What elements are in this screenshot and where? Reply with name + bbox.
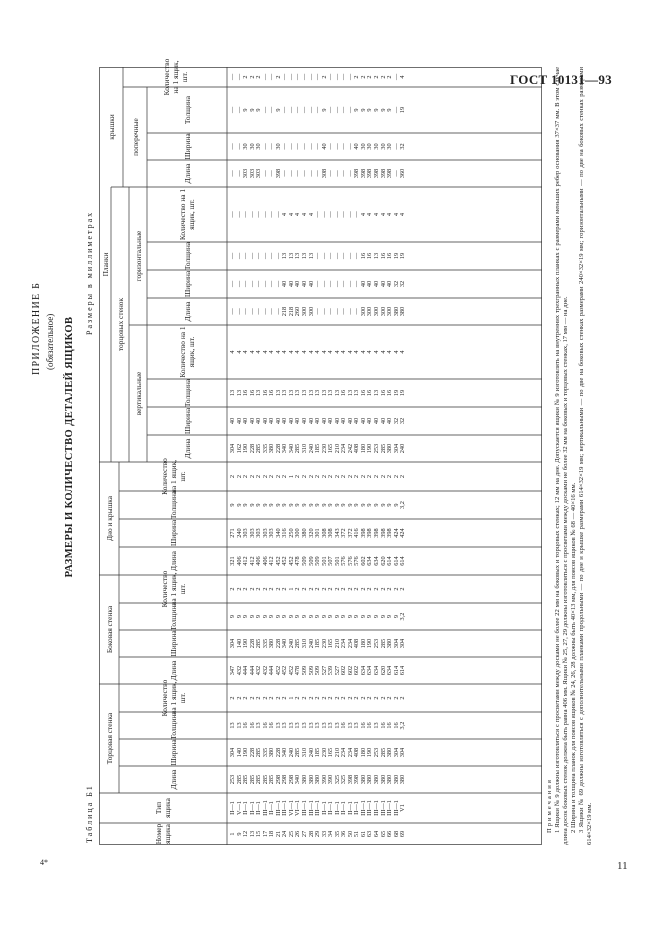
notes-title: Примечания — [546, 778, 553, 833]
head-quantity: Количество на 1 ящик, шт. — [178, 326, 196, 378]
head-quantity: Количество на 1 ящик, шт. — [178, 188, 196, 241]
table-column: II—1 V—1 II—1 II—1 II—1 III—1 II—1 III—1 III—1 VI—1 VI—1 III—1 III—1 III—1 II—1 II—1 II—1 II—1 II—1 II—1 III—1 III—1 III—1 III—1 III—1 III—1 V1 — [229, 799, 407, 817]
head-thickness: Толщина — [182, 241, 192, 271]
head-width: Ширина — [182, 270, 192, 298]
appendix-title: ПРИЛОЖЕНИЕ Б — [31, 281, 42, 375]
table-column: 13 13 16 16 13 16 16 13 13 13 13 13 13 13 13 13 13 16 13 13 16 16 13 16 16 16 3,2 — [229, 721, 407, 730]
table-column: 2 2 2 2 2 2 2 2 2 1 2 2 2 2 2 2 2 2 2 2 2 2 2 2 2 2 2 — [229, 696, 407, 700]
head-thickness: Толщина — [182, 378, 192, 408]
table-column: 304 140 190 228 285 335 380 228 340 240 285 310 240 185 230 165 210 234 234 408 180 190 253 285 380 304 304 — [229, 747, 407, 758]
table-column: 271 240 303 303 303 303 303 340 316 250 300 380 320 301 308 308 343 372 372 416 398 398 398 398 398 424 424 — [229, 528, 407, 538]
appendix-status: (обязательное) — [45, 313, 55, 370]
footer-mark: 4* — [40, 858, 48, 867]
group-horizontal: горизонтальные — [133, 230, 143, 282]
head-quantity: Количество на 1 ящик, шт. — [161, 58, 189, 96]
head-width: Ширина — [182, 407, 192, 435]
rotated-table-block — [15, 58, 615, 845]
table-column: — — 9 9 9 — — 9 — — — — — — 9 — — — — 9 9 9 9 9 9 — 19 — [229, 106, 407, 114]
group-vertical: вертикальные — [133, 371, 143, 416]
group-lids: крышки — [106, 114, 116, 140]
table-notes — [546, 67, 595, 845]
table-title: РАЗМЕРЫ И КОЛИЧЕСТВО ДЕТАЛЕЙ ЯЩИКОВ — [64, 316, 75, 578]
head-length: Длина — [168, 769, 178, 790]
table-column: 2 2 2 2 2 2 2 2 2 1 2 2 2 2 2 2 2 2 2 2 2 2 2 2 2 2 2 — [229, 474, 407, 479]
table-column: 4 4 4 4 4 4 4 4 4 4 4 4 4 4 4 4 4 4 4 4 4 4 4 4 4 4 4 — [229, 350, 407, 354]
head-length: Длина — [182, 438, 192, 459]
head-box-number: Номер ящика — [154, 823, 172, 845]
table-column: 40 40 40 40 40 40 40 40 40 40 40 40 40 40 40 40 40 40 40 40 40 40 40 40 40 32 32 — [229, 417, 407, 425]
head-length: Длина — [168, 551, 178, 571]
table-column: — — — — — — — — 4 4 4 4 4 — — — — — — — 4 4 4 4 4 4 4 — [229, 211, 407, 218]
head-quantity: Количество на 1 ящик, шт. — [159, 458, 187, 495]
table-column: 13 13 16 16 13 16 16 13 13 13 13 13 13 13 13 13 13 16 13 13 16 16 13 16 16 19 19 — [229, 389, 407, 397]
table-column: 347 432 444 444 432 432 444 452 452 452 478 509 509 509 527 539 527 602 602 602 634 634 634 620 634 614 614 — [229, 665, 407, 676]
table-number: Таблица Б1 — [85, 784, 94, 843]
table-units: Размеры в миллиметрах — [85, 210, 94, 335]
group-end-wall: Торцовая стенка — [104, 712, 114, 765]
table-column: — — 2 2 2 — — 2 — — — — — — 2 — — — — 2 2 2 2 2 2 — 4 — [229, 73, 407, 81]
head-thickness: Толщина — [182, 95, 192, 125]
table-column: — — — — — — — — 13 13 13 13 13 — — — — — — — 16 16 13 16 16 19 19 — [229, 252, 407, 260]
head-width: Ширина — [182, 133, 192, 160]
head-length: Длина — [182, 301, 192, 322]
group-transverse: поперечные — [130, 118, 140, 156]
table-column: 304 140 190 228 285 335 380 228 340 240 285 310 240 185 230 165 210 234 234 408 180 190 253 285 380 304 304 — [229, 638, 407, 649]
table-column: 321 406 412 412 406 406 412 452 452 452 478 509 509 509 501 507 501 576 576 576 602 634 634 620 614 614 614 — [229, 556, 407, 566]
head-length: Длина — [168, 660, 178, 681]
table-column: 2 2 2 2 2 2 2 2 2 1 2 2 2 2 2 2 2 2 2 2 2 2 2 2 2 2 2 — [229, 587, 407, 591]
group-bottom-lid: Дно и крышка — [104, 495, 114, 542]
head-width: Ширина — [168, 630, 178, 657]
head-quantity: Количество на 1 ящик, шт. — [159, 570, 187, 608]
data-table — [99, 58, 542, 845]
head-thickness: Толщина — [168, 490, 178, 520]
head-box-type: Тип ящика — [154, 798, 172, 818]
table-column: 304 162 190 228 285 335 380 228 340 340 285 310 240 185 230 165 210 234 242 408 180 190 253 285 380 304 240 — [229, 443, 407, 454]
table-column: 1 9 12 13 15 17 18 21 24 25 26 27 28 29 33 34 35 36 50 51 61 63 64 65 66 68 69 — [229, 830, 407, 838]
note-2: 2 Ширина и толщина планок для поясов ящиков № 24, 26, 28 должны быть 40×13 мм, для поясов ящиков № 68 — 40×16 мм. — [570, 482, 578, 833]
head-thickness: Толщина — [168, 602, 178, 631]
table-column: 9 9 9 9 9 9 9 9 9 9 9 9 9 9 9 9 9 9 9 9 9 9 9 9 9 9 3,2 — [229, 501, 407, 509]
note-1: 1 Ящики № 9 должны изготовляться с просветами между досками не более 22 мм на боковых и торцовых стенках; 12 мм на дне. Допускается ящики № 9 изготовлять на внутренних трехгранных планках с размерами меньших ребер основания 37×37 мм. В этом случае длина досок боковых стенок должна быть равна 406 мм. Ящики № 25, 27, 29 должны изготовляться с просветами между досками не более 32 мм на боковых и торцовых стенках, 17 мм — на дне. — [554, 67, 570, 845]
page-number: 11 — [617, 860, 628, 872]
table-column: — — — — — — — — 40 40 40 40 40 — — — — — — — 40 40 40 40 40 32 32 — [229, 280, 407, 288]
note-3: 3 Ящики № 69 должны изготовляться с дополнительными планками продольными — по дне и крышке размерами 614×32×19 мм; вертикальными — по две на боковых стенках размерами 240×32×19 мм; горизонтальными — по две на боковых стенках размерами 614×32×19 мм. — [578, 67, 594, 845]
group-strips: Планки — [100, 252, 110, 277]
group-side-wall: Боковая стенка — [104, 605, 114, 654]
table-column: 253 285 285 285 285 285 285 298 298 298 340 380 380 380 390 390 325 325 398 398 380 380 380 380 380 380 380 — [229, 774, 407, 785]
table-column: — — — — — — — — 218 218 260 300 300 — — — — — — — 300 300 300 300 300 380 380 — [229, 306, 407, 317]
table-column: — — 30 30 30 — — 30 — — — — — — 40 — — — — 40 30 30 30 30 30 — 32 — [229, 143, 407, 150]
head-quantity: Количество на 1 ящик, шт. — [159, 679, 187, 717]
group-end-walls: торцовых стенок — [115, 297, 125, 352]
head-width: Ширина — [168, 519, 178, 547]
table-column: — — 303 303 303 — — 398 — — — — — — 308 — — — — 398 398 398 398 398 398 — 360 — [229, 168, 407, 179]
head-length: Длина — [182, 163, 192, 184]
document-code: ГОСТ 10131—93 — [510, 72, 612, 87]
head-thickness: Толщина — [168, 711, 178, 740]
table-column: 9 9 9 9 9 9 9 9 9 9 9 9 9 9 9 9 9 9 9 9 9 9 9 9 9 9 3,2 — [229, 612, 407, 621]
head-width: Ширина — [168, 739, 178, 766]
